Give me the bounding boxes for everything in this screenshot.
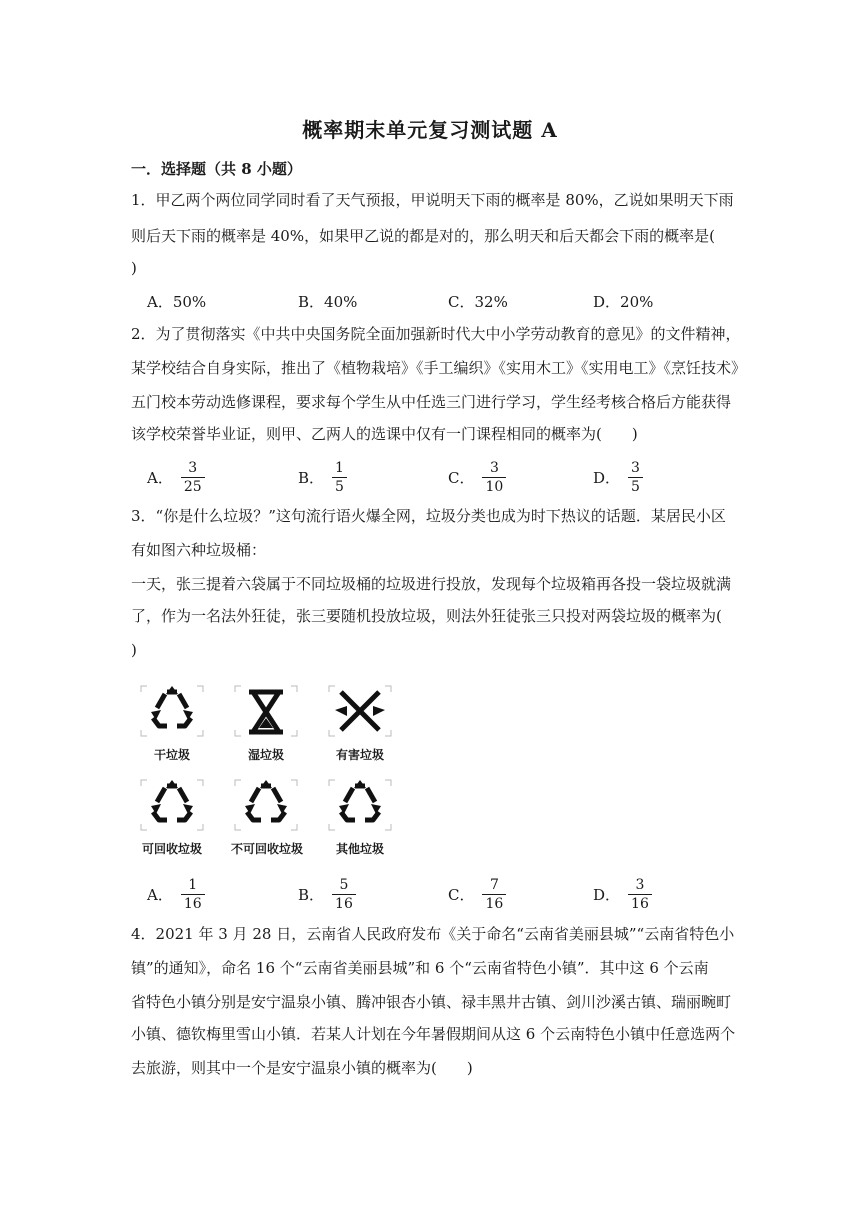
denominator: 16 (485, 895, 504, 912)
cross-arrows-icon (325, 680, 395, 742)
bin-wet (231, 680, 301, 763)
option-label: B． (298, 468, 325, 487)
option-label: A． (147, 468, 173, 487)
q3-line-2: 有如图六种垃圾桶： (131, 541, 267, 559)
q2-option-b[interactable] (298, 455, 347, 499)
bin-label: 其他垃圾 (335, 842, 384, 856)
section-heading: 一．选择题（共 8 小题） (131, 160, 302, 178)
q2-line-4: 该学校荣誉毕业证，则甲、乙两人的选课中仅有一门课程相同的概率为( ) (131, 425, 638, 443)
fraction (181, 876, 205, 913)
q1-option-c[interactable]: C．32% (448, 293, 508, 311)
q3-option-b[interactable] (298, 872, 356, 916)
denominator: 5 (335, 478, 344, 495)
q4-line-4: 小镇、德钦梅里雪山小镇．若某人计划在今年暑假期间从这 6 个云南特色小镇中任意选两个 (131, 1025, 736, 1043)
q2-options (147, 455, 667, 499)
option-label: D． (593, 468, 621, 487)
bin-label: 干垃圾 (153, 748, 190, 762)
q3-line-1: 3．“你是什么垃圾？”这句流行语火爆全网，垃圾分类也成为时下热议的话题．某居民小区 (131, 507, 726, 525)
q4-line-3: 省特色小镇分别是安宁温泉小镇、腾冲银杏小镇、禄丰黑井古镇、剑川沙溪古镇、瑞丽畹町 (131, 993, 732, 1011)
bin-label: 湿垃圾 (247, 748, 284, 762)
recycle-triangle-icon (137, 680, 207, 742)
q3-options (147, 872, 667, 916)
numerator: 3 (181, 459, 205, 478)
option-label: B． (298, 885, 325, 904)
q2-line-1: 2．为了贯彻落实《中共中央国务院全面加强新时代大中小学劳动教育的意见》的文件精神， (131, 325, 741, 343)
option-label: C． (448, 468, 475, 487)
bin-non-recyclable (231, 774, 304, 857)
q1-line-2: 则后天下雨的概率是 40%，如果甲乙说的都是对的，那么明天和后天都会下雨的概率是( (131, 227, 715, 245)
q1-option-b[interactable]: B．40% (298, 293, 358, 311)
bin-label: 可回收垃圾 (141, 842, 202, 856)
fraction (482, 459, 506, 496)
q4-line-2: 镇”的通知》，命名 16 个“云南省美丽县城”和 6 个“云南省特色小镇”．其中这 6 个云南 (131, 959, 709, 977)
q3-option-d[interactable] (593, 872, 652, 916)
fraction (628, 459, 643, 496)
bin-hazardous (325, 680, 395, 763)
bin-label: 不可回收垃圾 (231, 842, 304, 856)
denominator: 5 (631, 478, 640, 495)
denominator: 25 (183, 478, 202, 495)
recycle-triangle-icon (325, 774, 395, 836)
denominator: 10 (485, 478, 504, 495)
numerator: 3 (482, 459, 506, 478)
bin-dry (137, 680, 207, 763)
page-title: 概率期末单元复习测试题 A (302, 118, 558, 142)
fraction (332, 459, 347, 496)
q2-line-2: 某学校结合自身实际，推出了《植物栽培》《手工编织》《实用木工》《实用电工》《烹饪技术》 (131, 359, 747, 377)
option-label: D． (593, 885, 621, 904)
q3-line-4: 了，作为一名法外狂徒，张三要随机投放垃圾，则法外狂徒张三只投对两袋垃圾的概率为( (131, 607, 722, 625)
garbage-bins-figure (135, 674, 405, 870)
denominator: 16 (183, 895, 202, 912)
fraction (628, 876, 652, 913)
bin-other (325, 774, 395, 857)
q1-option-d[interactable]: D．20% (593, 293, 654, 311)
q3-line-3: 一天，张三提着六袋属于不同垃圾桶的垃圾进行投放，发现每个垃圾箱再各投一袋垃圾就满 (131, 575, 732, 593)
q2-line-3: 五门校本劳动选修课程，要求每个学生从中任选三门进行学习，学生经考核合格后方能获得 (131, 393, 732, 411)
fraction (332, 876, 356, 913)
q1-line-1: 1．甲乙两个两位同学同时看了天气预报，甲说明天下雨的概率是 80%，乙说如果明天下雨 (131, 191, 734, 209)
hourglass-icon (231, 680, 301, 742)
recycle-triangle-icon (231, 774, 301, 836)
q2-option-c[interactable] (448, 455, 506, 499)
q3-option-c[interactable] (448, 872, 506, 916)
q2-option-a[interactable] (147, 455, 205, 499)
numerator: 7 (482, 876, 506, 895)
q2-option-d[interactable] (593, 455, 643, 499)
q1-line-3: ) (131, 259, 137, 277)
numerator: 1 (332, 459, 347, 478)
denominator: 16 (335, 895, 353, 912)
fraction (181, 459, 205, 496)
bin-recyclable (137, 774, 207, 857)
numerator: 3 (628, 459, 643, 478)
option-label: A． (147, 885, 173, 904)
q3-option-a[interactable] (147, 872, 205, 916)
q4-line-5: 去旅游，则其中一个是安宁温泉小镇的概率为( ) (131, 1059, 473, 1077)
numerator: 3 (628, 876, 652, 895)
option-label: C． (448, 885, 475, 904)
denominator: 16 (631, 895, 649, 912)
numerator: 1 (181, 876, 205, 895)
q3-line-5: ) (131, 641, 137, 659)
fraction (482, 876, 506, 913)
numerator: 5 (332, 876, 356, 895)
q1-option-a[interactable]: A．50% (147, 293, 207, 311)
bin-label: 有害垃圾 (335, 748, 384, 762)
q4-line-1: 4．2021 年 3 月 28 日，云南省人民政府发布《关于命名“云南省美丽县城”“云南省特色小 (131, 925, 735, 943)
recycle-triangle-icon (137, 774, 207, 836)
